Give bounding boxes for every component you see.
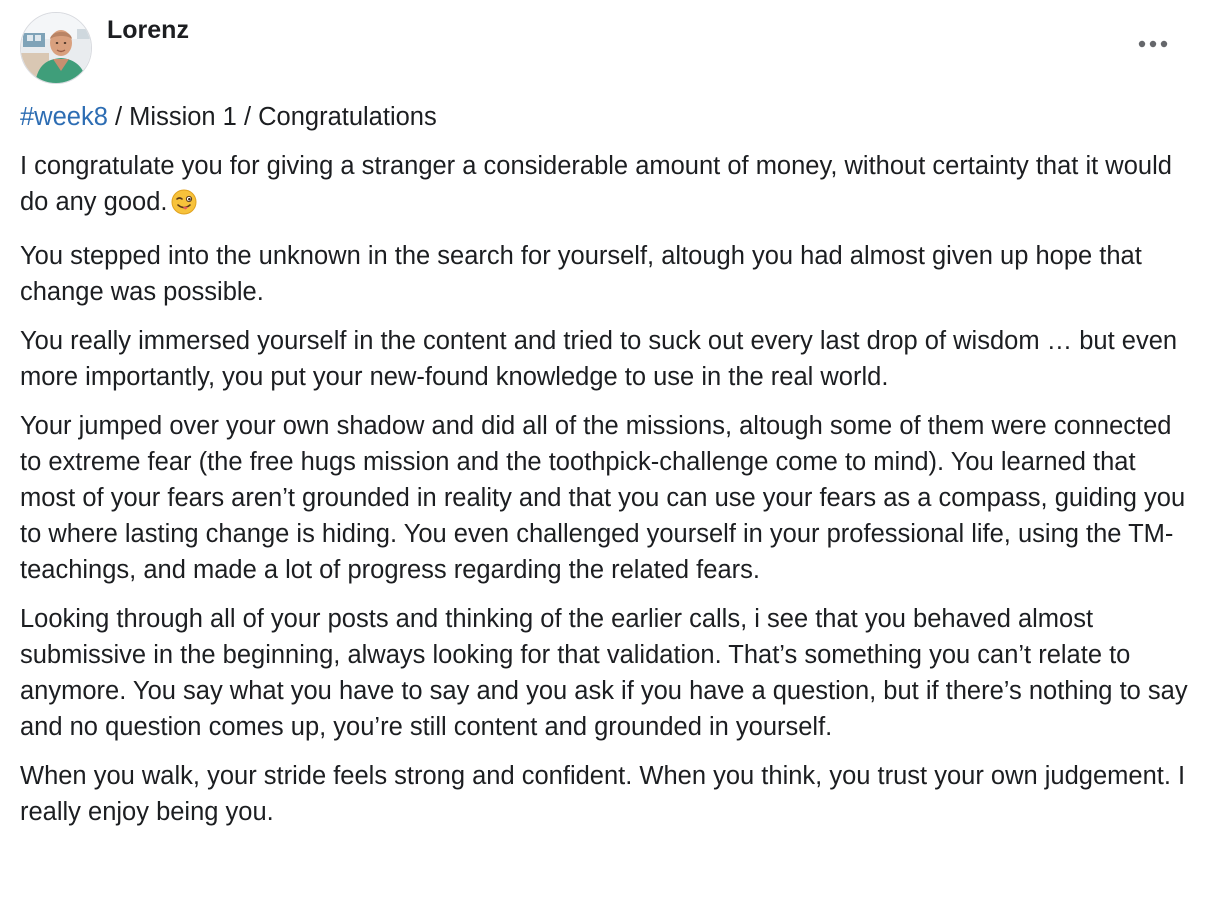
paragraph-1	[20, 148, 1190, 225]
post-content	[20, 99, 1190, 843]
paragraph-2: You stepped into the unknown in the search for yourself, altough you had almost given up hope that change was possible.	[20, 242, 1142, 306]
post-title: / Mission 1 / Congratulations	[107, 103, 437, 131]
author-name[interactable]: Lorenz	[107, 16, 189, 44]
avatar-image	[21, 13, 92, 84]
more-horizontal-icon	[1138, 40, 1168, 48]
paragraph-6: When you walk, your stride feels strong and confident. When you think, you trust your own judgement. I really enjoy being you.	[20, 762, 1186, 826]
paragraph-1-text: I congratulate you for giving a stranger a considerable amount of money, without certainty that it would do any good.	[20, 152, 1172, 216]
winking-face-tongue-emoji-icon	[171, 189, 197, 225]
author-avatar[interactable]	[20, 12, 92, 84]
more-options-button[interactable]	[1132, 30, 1174, 58]
post-title-line	[20, 99, 1190, 135]
hashtag-link[interactable]: #week8	[20, 103, 108, 131]
paragraph-3: You really immersed yourself in the content and tried to suck out every last drop of wisdom … but even more importantly, you put your new-found knowledge to use in the real world.	[20, 327, 1178, 391]
paragraph-5: Looking through all of your posts and thinking of the earlier calls, i see that you behaved almost submissive in the beginning, always looking for that validation. That’s something you can’t relate to anymore. You say what you have to say and you ask if you have a question, but if there’s nothing to say and no question comes up, you’re still content and grounded in yourself.	[20, 605, 1188, 741]
paragraph-4: Your jumped over your own shadow and did all of the missions, altough some of them were connected to extreme fear (the free hugs mission and the toothpick-challenge come to mind). You learned that most of your fears aren’t grounded in reality and that you can use your fears as a compass, guiding you to where lasting change is hiding. You even challenged yourself in your professional life, using the TM-teachings, and made a lot of progress regarding the related fears.	[20, 412, 1186, 584]
